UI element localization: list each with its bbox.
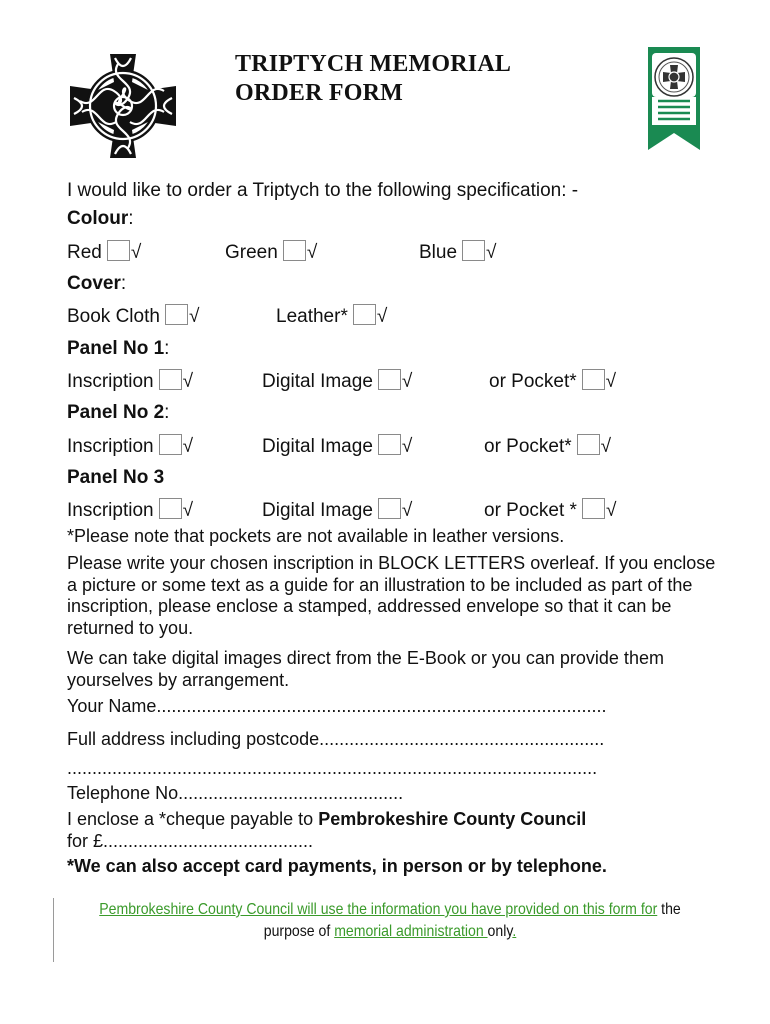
- panel-1-heading: Panel No 1:: [67, 338, 170, 359]
- intro-text: I would like to order a Triptych to the following specification: -: [67, 180, 579, 201]
- tick-icon: √: [600, 436, 612, 457]
- panel-1-digital-checkbox[interactable]: [378, 369, 401, 390]
- title-line-2: ORDER FORM: [235, 80, 403, 106]
- inscription-label: Inscription: [67, 371, 154, 392]
- panel-1-inscription: [67, 369, 193, 393]
- tick-icon: √: [376, 306, 388, 327]
- panel-3-inscription: [67, 498, 193, 522]
- panel-2-digital-checkbox[interactable]: [378, 434, 401, 455]
- tick-icon: √: [182, 371, 194, 392]
- green-label: Green: [225, 242, 278, 263]
- option-leather: [276, 304, 387, 328]
- leather-label: Leather*: [276, 306, 348, 327]
- leather-checkbox[interactable]: [353, 304, 376, 325]
- pocket-label: or Pocket *: [484, 500, 577, 521]
- panel-3-digital-checkbox[interactable]: [378, 498, 401, 519]
- panel-1-digital: [262, 369, 412, 393]
- book-cloth-label: Book Cloth: [67, 306, 160, 327]
- option-red: [67, 240, 141, 264]
- tick-icon: √: [605, 371, 617, 392]
- panel-3-inscription-checkbox[interactable]: [159, 498, 182, 519]
- pocket-label: or Pocket*: [489, 371, 577, 392]
- digital-image-label: Digital Image: [262, 500, 373, 521]
- panel-1-pocket: [489, 369, 616, 393]
- address-field[interactable]: Full address including postcode.........................................................: [67, 729, 605, 749]
- panel-3-pocket: [484, 498, 616, 522]
- block-letters-note: Please write your chosen inscription in BLOCK LETTERS overleaf. If you enclose a picture or some text as a guide for an illustration to be included as part of the inscription, please enclose a stamped, addressed envelope so that it can be returned to you.: [67, 553, 716, 638]
- tick-icon: √: [182, 436, 194, 457]
- panel-1-label: Panel No 1: [67, 338, 165, 359]
- panel-2-inscription: [67, 434, 193, 458]
- panel-3-digital: [262, 498, 412, 522]
- footer-period: .: [512, 923, 517, 940]
- name-field[interactable]: Your Name..........................................................................................: [67, 696, 607, 716]
- cover-label: Cover: [67, 273, 121, 294]
- blue-checkbox[interactable]: [462, 240, 485, 261]
- red-label: Red: [67, 242, 102, 263]
- green-checkbox[interactable]: [283, 240, 306, 261]
- address-line-2-field[interactable]: ..........................................................................................................: [67, 758, 598, 778]
- tick-icon: √: [182, 500, 194, 521]
- tick-icon: √: [401, 500, 413, 521]
- title-line-1: TRIPTYCH MEMORIAL: [235, 51, 512, 77]
- footer-text-only: only: [487, 923, 513, 940]
- panel-2-inscription-checkbox[interactable]: [159, 434, 182, 455]
- page-title: [235, 50, 511, 108]
- card-payment-note: *We can also accept card payments, in person or by telephone.: [67, 856, 607, 876]
- tick-icon: √: [188, 306, 200, 327]
- footer-link-council[interactable]: Pembrokeshire County Council will use the information you have provided on this form for: [99, 901, 658, 918]
- margin-divider: [53, 898, 54, 962]
- inscription-label: Inscription: [67, 436, 154, 457]
- tick-icon: √: [401, 436, 413, 457]
- tick-icon: √: [130, 242, 142, 263]
- cheque-payee: Pembrokeshire County Council: [318, 809, 587, 829]
- footer-link-memorial[interactable]: memorial administration: [334, 923, 488, 940]
- celtic-cross-icon: [68, 52, 178, 160]
- digital-images-note: We can take digital images direct from the E-Book or you can provide them yourselves by arrangement.: [67, 648, 664, 690]
- tick-icon: √: [486, 242, 497, 263]
- cheque-prefix: I enclose a *cheque payable to: [67, 809, 319, 829]
- privacy-footer: [82, 899, 698, 943]
- pockets-note: *Please note that pockets are not available in leather versions.: [67, 526, 565, 546]
- telephone-field[interactable]: Telephone No.............................................: [67, 783, 404, 803]
- blue-label: Blue: [419, 242, 458, 263]
- inscription-label: Inscription: [67, 500, 154, 521]
- panel-3-pocket-checkbox[interactable]: [582, 498, 605, 519]
- council-crest-badge-icon: [648, 47, 700, 150]
- option-book-cloth: [67, 304, 199, 328]
- cheque-line: [67, 809, 717, 831]
- tick-icon: √: [605, 500, 617, 521]
- panel-2-pocket: [484, 434, 611, 458]
- footer-text-purpose: the purpose of: [263, 901, 681, 940]
- panel-2-heading: Panel No 2:: [67, 402, 170, 423]
- amount-field[interactable]: for £..........................................: [67, 831, 314, 851]
- book-cloth-checkbox[interactable]: [165, 304, 188, 325]
- tick-icon: √: [401, 371, 413, 392]
- red-checkbox[interactable]: [107, 240, 130, 261]
- panel-2-label: Panel No 2: [67, 402, 165, 423]
- option-green: [225, 240, 317, 264]
- panel-1-inscription-checkbox[interactable]: [159, 369, 182, 390]
- digital-image-label: Digital Image: [262, 371, 373, 392]
- panel-1-pocket-checkbox[interactable]: [582, 369, 605, 390]
- pocket-label: or Pocket*: [484, 436, 572, 457]
- option-blue: [419, 240, 496, 264]
- digital-image-label: Digital Image: [262, 436, 373, 457]
- colour-heading: Colour:: [67, 208, 134, 229]
- cover-heading: Cover:: [67, 273, 127, 294]
- panel-3-heading: Panel No 3: [67, 467, 165, 488]
- tick-icon: √: [306, 242, 318, 263]
- colour-label: Colour: [67, 208, 129, 229]
- panel-2-pocket-checkbox[interactable]: [577, 434, 600, 455]
- panel-2-digital: [262, 434, 412, 458]
